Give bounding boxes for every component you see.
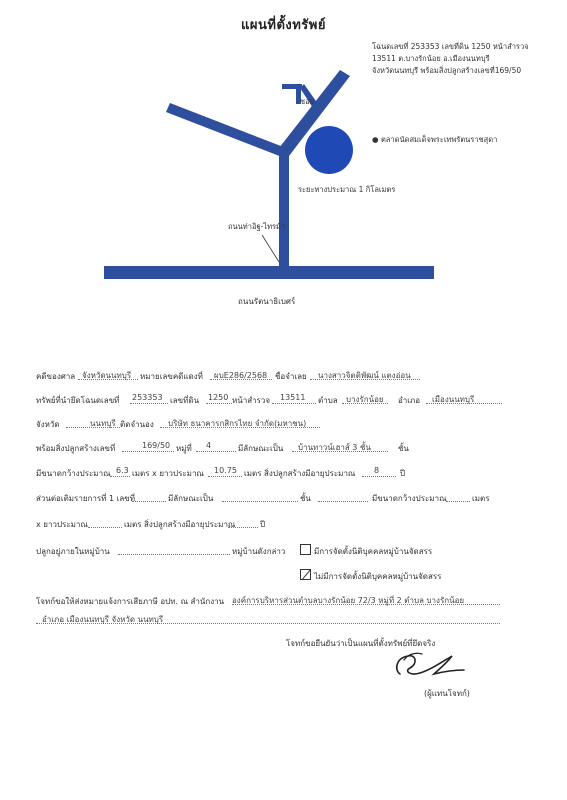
deed-label: ทรัพย์ที่นำยึดโฉนดเลขที่ [36,396,120,405]
road-label-leader [262,235,279,262]
road-vertical [279,150,289,268]
side-road-label: ถนนท่าอิฐ-ไทรม้า [228,222,286,231]
deed-note [372,41,529,77]
extra-length-label: x ยาวประมาณ [36,520,88,529]
extra-year: ปี [260,520,266,529]
moo-dots [196,442,236,452]
extra-age-label: เมตร สิ่งปลูกสร้างมีอายุประมาณ [124,520,236,529]
landmark-label-text: ตลาดนัดสมเด็จพระเทพรัตนราชสุดา [380,135,498,144]
signer-label: (ผู้แทนโจทก์) [424,689,470,698]
extra-length-dots [88,518,122,528]
tambon-label: ตำบล [318,396,338,405]
province-value: นนทบุรี [90,419,116,428]
road-diagonal-left [166,103,286,157]
signature [380,640,470,684]
distance-label: ระยะทางประมาณ 1 กิโลเมตร [298,185,396,194]
page-title: แผนที่ตั้งทรัพย์ [241,18,326,33]
owner-label: ชื่อจำเลย [275,372,307,381]
building-type-value: บ้านทาวน์เฮาส์ 3 ชั้น [298,443,371,452]
court-value: จังหวัดนนทบุรี [82,371,132,380]
village-dots [118,545,230,555]
floor-suffix: ชั้น [398,444,409,453]
option-has-checkbox[interactable] [300,544,311,555]
building-value: 169/50 [142,441,171,450]
survey-value: 13511 [280,393,306,402]
building-type-label: มีลักษณะเป็น [238,444,284,453]
village-label: ปลูกอยู่ภายในหมู่บ้าน [36,547,110,556]
extra-floor-dots [318,492,368,502]
extra-age-dots [228,518,258,528]
notify-label: โจทก์ขอให้ส่งหมายแจ้งการเสียภาษี อปท. ณ สำนักงาน [36,597,225,606]
size-mid: เมตร x ยาวประมาณ [132,469,204,478]
extra-type-label: มีลักษณะเป็น [168,494,214,503]
year-label: ปี [400,469,406,478]
option-none-checkbox[interactable] [300,569,311,580]
option-has-label: มีการจัดตั้งนิติบุคคลหมู่บ้านจัดสรร [314,547,433,556]
village-mid: หมู่บ้านดังกล่าว [232,547,286,556]
building-label: พร้อมสิ่งปลูกสร้างเลขที่ [36,444,116,453]
width-value: 6.3 [116,466,129,475]
deed-note-line: 13511 ต.บางรักน้อย อ.เมืองนนทบุรี [372,54,490,63]
moo-label: หมู่ที่ [176,444,192,453]
deed-value: 253353 [132,393,163,402]
extra-floor: ชั้น [300,494,311,503]
case-label: หมายเลขคดีแดงที่ [140,372,203,381]
tambon-value: บางรักน้อย [346,395,384,404]
notify-value-2: อำเภอ เมืองนนทบุรี จังหวัด นนทบุรี [42,615,164,624]
owner-value: นางสาวจิตติพัฒน์ แตงอ่อน [318,371,411,380]
mortgage-label: ติดจำนอง [120,420,154,429]
certify-text: โจทก์ขอยืนยันว่าเป็นแผนที่ตั้งทรัพย์ที่ยึดจริง [286,639,436,648]
deed-note-line: จังหวัดนนทบุรี พร้อมสิ่งปลูกสร้างเลขที่169/50 [372,66,522,75]
bullet-icon: ● [372,135,381,144]
province-label: จังหวัด [36,420,60,429]
extra-width-dots [446,492,470,502]
map-roads [104,70,434,279]
landmark-label [372,134,497,146]
extra-meter: เมตร [472,494,490,503]
case-value: ผบE286/2568 [214,371,268,380]
notify-value: องค์การบริหารส่วนตำบลบางรักน้อย 72/3 หมู่ที่ 2 ตำบล บางรักน้อย [232,596,465,605]
survey-label: หน้าสำรวจ [232,396,271,405]
soi-label: ซอย [300,97,314,106]
age-label: เมตร สิ่งปลูกสร้างมีอายุประมาณ [244,469,356,478]
length-value: 10.75 [214,466,237,475]
size-label: มีขนาดกว้างประมาณ [36,469,111,478]
mortgage-value: บริษัท ธนาคารกสิกรไทย จำกัด(มหาชน) [168,419,307,428]
landmark-circle [305,126,353,174]
age-value: 8 [374,466,380,475]
road-main [104,266,434,279]
land-no-value: 1250 [208,393,229,402]
extra-type-dots [222,492,298,502]
extra-no-dots [132,492,166,502]
moo-value: 4 [206,441,212,450]
land-no-label: เลขที่ดิน [170,396,200,405]
amphoe-label: อำเภอ [398,396,421,405]
extra-size-label: มีขนาดกว้างประมาณ [372,494,447,503]
court-label: คดีของศาล [36,372,76,381]
amphoe-value: เมืองนนทบุรี [432,395,475,404]
extra-label: ส่วนต่อเติมรายการที่ 1 เลขที่ [36,494,135,503]
option-none-label: ไม่มีการจัดตั้งนิติบุคคลหมู่บ้านจัดสรร [314,572,442,581]
deed-note-line: โฉนดเลขที่ 253353 เลขที่ดิน 1250 หน้าสำรวจ [372,42,529,51]
main-road-label: ถนนรัตนาธิเบศร์ [238,297,296,306]
